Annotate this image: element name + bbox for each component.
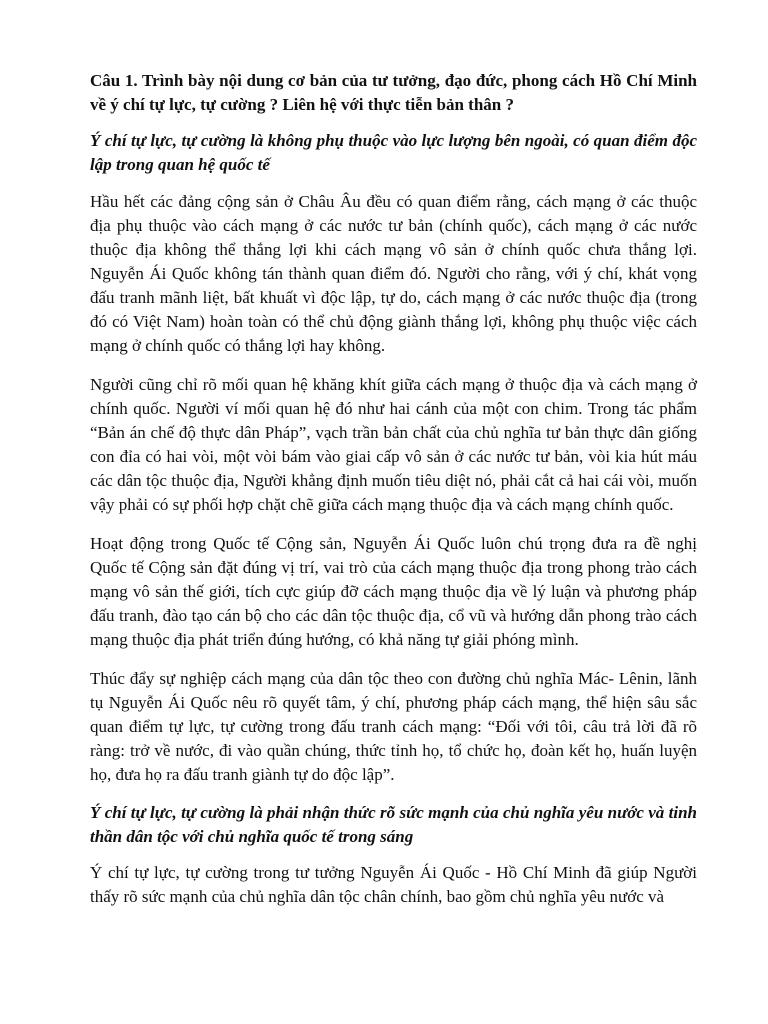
document-page xyxy=(90,69,697,921)
section-heading-2: Ý chí tự lực, tự cường là phải nhận thức rõ sức mạnh của chủ nghĩa yêu nước và tinh thần dân tộc với chủ nghĩa quốc tế trong sáng xyxy=(90,803,697,846)
question-title: Câu 1. Trình bày nội dung cơ bản của tư tưởng, đạo đức, phong cách Hồ Chí Minh về ý chí tự lực, tự cường ? Liên hệ với thực tiễn bản thân ? xyxy=(90,71,697,114)
paragraph-1: Hầu hết các đảng cộng sản ở Châu Âu đều có quan điểm rằng, cách mạng ở các thuộc địa phụ thuộc vào cách mạng ở các nước tư bản (chính quốc), cách mạng ở các nước thuộc địa không thể thắng lợi khi cách mạng vô sản ở chính quốc chưa thắng lợi. Nguyễn Ái Quốc không tán thành quan điểm đó. Người cho rằng, với ý chí, khát vọng đấu tranh mãnh liệt, bất khuất vì độc lập, tự do, cách mạng ở các nước thuộc địa (trong đó có Việt Nam) hoàn toàn có thể chủ động giành thắng lợi, không phụ thuộc việc cách mạng ở chính quốc có thắng lợi hay không. xyxy=(90,192,697,355)
paragraph-2: Người cũng chỉ rõ mối quan hệ khăng khít giữa cách mạng ở thuộc địa và cách mạng ở chính quốc. Người ví mối quan hệ đó như hai cánh của một con chim. Trong tác phẩm “Bản án chế độ thực dân Pháp”, vạch trần bản chất của chủ nghĩa tư bản thực dân giống con đỉa có hai vòi, một vòi bám vào giai cấp vô sản ở các nước tư bản, vòi kia hút máu các dân tộc thuộc địa, Người khẳng định muốn tiêu diệt nó, phải cắt cả hai cái vòi, muốn vậy phải có sự phối hợp chặt chẽ giữa cách mạng thuộc địa và cách mạng chính quốc. xyxy=(90,375,697,514)
paragraph-3: Hoạt động trong Quốc tế Cộng sản, Nguyễn Ái Quốc luôn chú trọng đưa ra đề nghị Quốc tế Cộng sản đặt đúng vị trí, vai trò của cách mạng thuộc địa trong phong trào cách mạng vô sản thế giới, tích cực giúp đỡ cách mạng thuộc địa về lý luận và phương pháp đấu tranh, đào tạo cán bộ cho các dân tộc thuộc địa, cổ vũ và hướng dẫn phong trào cách mạng thuộc địa phát triển đúng hướng, có khả năng tự giải phóng mình. xyxy=(90,534,697,649)
paragraph-4: Thúc đẩy sự nghiệp cách mạng của dân tộc theo con đường chủ nghĩa Mác- Lênin, lãnh tụ Nguyễn Ái Quốc nêu rõ quyết tâm, ý chí, phương pháp cách mạng, thể hiện sâu sắc quan điểm tự lực, tự cường trong đấu tranh cách mạng: “Đối với tôi, câu trả lời đã rõ ràng: trở về nước, đi vào quần chúng, thức tỉnh họ, tổ chức họ, đoàn kết họ, huấn luyện họ, đưa họ ra đấu tranh giành tự do độc lập”. xyxy=(90,669,697,784)
paragraph-5: Ý chí tự lực, tự cường trong tư tưởng Nguyễn Ái Quốc - Hồ Chí Minh đã giúp Người thấy rõ sức mạnh của chủ nghĩa dân tộc chân chính, bao gồm chủ nghĩa yêu nước và xyxy=(90,863,697,906)
section-heading-1: Ý chí tự lực, tự cường là không phụ thuộc vào lực lượng bên ngoài, có quan điểm độc lập trong quan hệ quốc tế xyxy=(90,131,697,174)
